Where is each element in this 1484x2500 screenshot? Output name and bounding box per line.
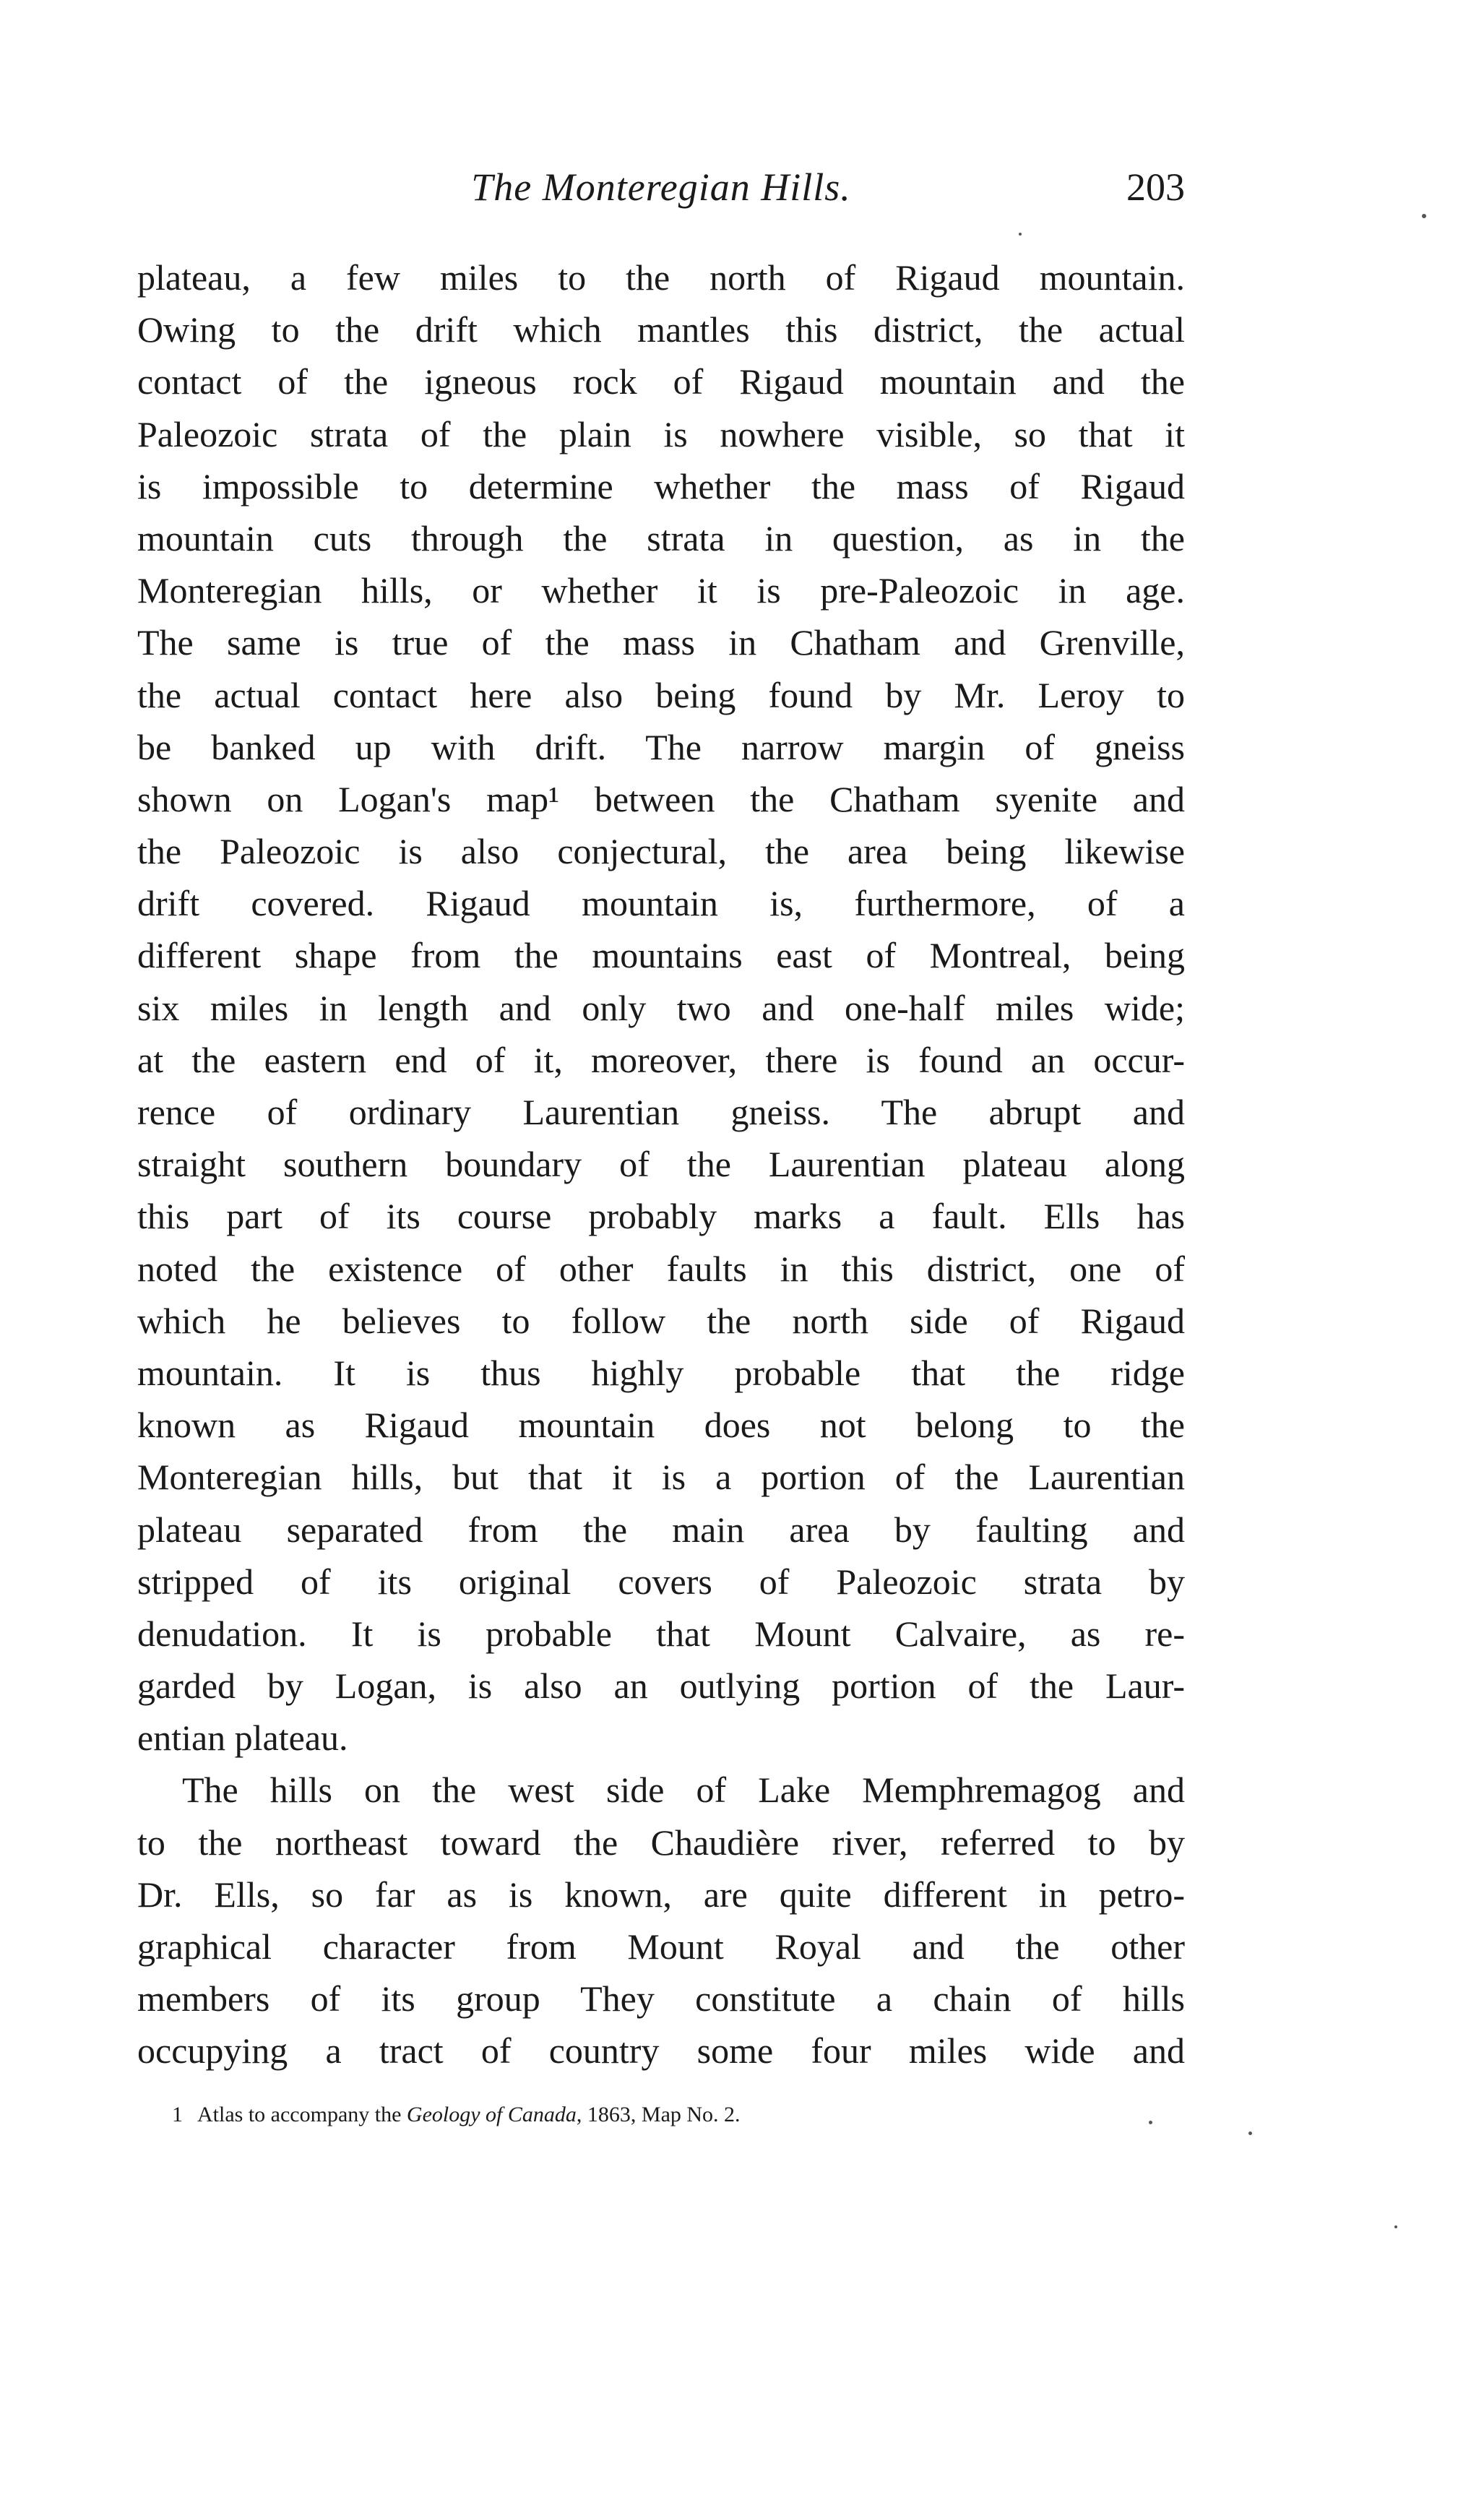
text-line: graphical character from Mount Royal and the other: [137, 1926, 1185, 1967]
footnote: [172, 2103, 1183, 2127]
scan-speck: [1019, 233, 1022, 236]
text-line: this part of its course probably marks a fault. Ells has: [137, 1196, 1185, 1237]
text-line: The same is true of the mass in Chatham and Grenville,: [137, 622, 1185, 663]
paragraph-start-line: The hills on the west side of Lake Memphremagog and: [182, 1770, 1185, 1811]
text-line: Monteregian hills, or whether it is pre-Paleozoic in age.: [137, 570, 1185, 611]
text-line: rence of ordinary Laurentian gneiss. The abrupt and: [137, 1092, 1185, 1132]
text-line: to the northeast toward the Chaudière river, referred to by: [137, 1822, 1185, 1863]
text-line: shown on Logan's map¹ between the Chatham syenite and: [137, 778, 1185, 819]
text-line: Monteregian hills, but that it is a portion of the Laurentian: [137, 1457, 1185, 1498]
paragraph-end-line: entian plateau.: [137, 1717, 348, 1759]
text-line: mountain. It is thus highly probable that the ridge: [137, 1352, 1185, 1393]
text-line: denudation. It is probable that Mount Calvaire, as re-: [137, 1613, 1185, 1654]
text-line: different shape from the mountains east of Montreal, being: [137, 935, 1185, 976]
footnote-text-end: , 1863, Map No. 2.: [576, 2103, 741, 2126]
running-title: The Monteregian Hills.: [471, 165, 851, 209]
text-line: at the eastern end of it, moreover, there is found an occur-: [137, 1039, 1185, 1080]
scan-speck: [1248, 2132, 1252, 2135]
text-line: plateau separated from the main area by faulting and: [137, 1509, 1185, 1550]
body-text: [137, 251, 1185, 2077]
text-line: noted the existence of other faults in this district, one of: [137, 1248, 1185, 1289]
text-line: members of its group They constitute a chain of hills: [137, 1978, 1185, 2020]
running-head: [137, 165, 1185, 223]
text-line: Owing to the drift which mantles this district, the actual: [137, 309, 1185, 350]
scan-speck: [1149, 2121, 1152, 2124]
text-line: mountain cuts through the strata in question, as in the: [137, 517, 1185, 559]
text-line: contact of the igneous rock of Rigaud mountain and the: [137, 361, 1185, 402]
page-number: 203: [1126, 165, 1185, 209]
text-line: Dr. Ells, so far as is known, are quite different in petro-: [137, 1874, 1185, 1915]
scan-speck: [1422, 214, 1426, 218]
text-line: garded by Logan, is also an outlying portion of the Laur-: [137, 1665, 1185, 1707]
footnote-number: 1: [172, 2103, 183, 2126]
text-line: drift covered. Rigaud mountain is, furthermore, of a: [137, 883, 1185, 924]
footnote-text: Atlas to accompany the: [197, 2103, 407, 2126]
text-line: plateau, a few miles to the north of Rigaud mountain.: [137, 257, 1185, 298]
text-line: occupying a tract of country some four miles wide and: [137, 2030, 1185, 2072]
text-line: the Paleozoic is also conjectural, the area being likewise: [137, 831, 1185, 872]
text-line: be banked up with drift. The narrow margin of gneiss: [137, 726, 1185, 767]
text-line: straight southern boundary of the Laurentian plateau along: [137, 1144, 1185, 1185]
text-line: which he believes to follow the north side of Rigaud: [137, 1300, 1185, 1341]
text-line: the actual contact here also being found by Mr. Leroy to: [137, 674, 1185, 715]
footnote-title: Geology of Canada: [406, 2103, 577, 2126]
scan-speck: [1394, 2225, 1397, 2228]
text-line: is impossible to determine whether the mass of Rigaud: [137, 465, 1185, 507]
text-line: six miles in length and only two and one-half miles wide;: [137, 987, 1185, 1028]
text-line: stripped of its original covers of Paleozoic strata by: [137, 1561, 1185, 1602]
text-line: Paleozoic strata of the plain is nowhere visible, so that it: [137, 413, 1185, 454]
text-line: known as Rigaud mountain does not belong to the: [137, 1405, 1185, 1446]
